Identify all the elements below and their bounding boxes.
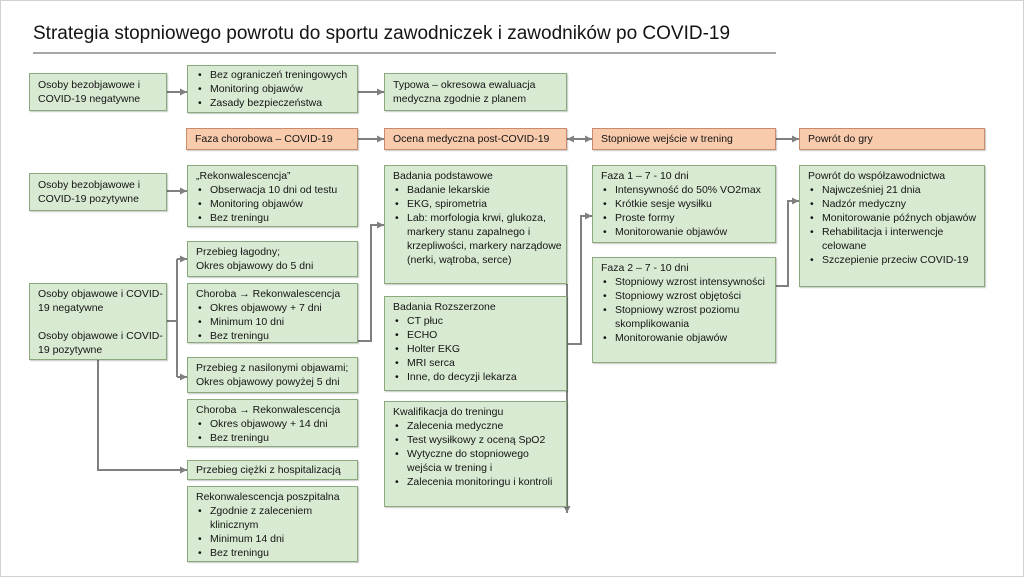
list-item: • Holter EKG <box>393 342 563 356</box>
severe-recovery-title: Choroba → Rekonwalescencja <box>196 404 341 416</box>
list-item: • Zgodnie z zaleceniem klinicznym <box>196 504 354 532</box>
list-item: • Monitorowanie objawów <box>601 225 772 239</box>
connector-evaluation-to-phase1 <box>567 216 592 344</box>
training-phase2-title: Faza 2 – 7 - 10 dni <box>601 262 689 274</box>
list-item: • Nadzór medyczny <box>808 197 981 211</box>
training-phase1-title: Faza 1 – 7 - 10 dni <box>601 170 689 182</box>
periodic-evaluation-box <box>384 73 567 111</box>
training-phase1-box <box>592 165 776 243</box>
phase-illness: Faza chorobowa – COVID-19 <box>186 128 358 150</box>
group-symptomatic-positive-label: Osoby objawowe i COVID-19 pozytywne <box>38 330 163 356</box>
severe-course-line1: Przebieg z nasilonymi objawami; <box>196 362 349 374</box>
list-item: • Intensywność do 50% VO2max <box>601 183 772 197</box>
list-item: • Minimum 10 dni <box>196 315 354 329</box>
list-item: • Stopniowy wzrost objętości <box>601 289 772 303</box>
group-symptomatic <box>29 283 167 360</box>
list-item: • CT płuc <box>393 314 563 328</box>
list-item: • Stopniowy wzrost poziomu skomplikowania <box>601 303 772 331</box>
list-item: • Bez treningu <box>196 546 354 560</box>
list-item: • Lab: morfologia krwi, glukoza, markery stanu zapalnego i krzepliwości, markery narządowe (nerki, wątroba, serce) <box>393 211 563 267</box>
post-hospital-recovery-list <box>196 504 354 560</box>
list-item: • Monitorowanie późnych objawów <box>808 211 981 225</box>
list-item: • EKG, spirometria <box>393 197 563 211</box>
phase-return-to-play: Powrót do gry <box>799 128 985 150</box>
list-item: • Zalecenia medyczne <box>393 419 563 433</box>
extended-tests-title: Badania Rozszerzone <box>393 301 496 313</box>
list-item: • Bez treningu <box>196 211 354 225</box>
guideline-item: • Bez ograniczeń treningowych <box>196 68 354 82</box>
list-item: • Najwcześniej 21 dnia <box>808 183 981 197</box>
convalescence-list <box>196 183 354 225</box>
list-item: • Monitoring objawów <box>196 197 354 211</box>
list-item: • Okres objawowy + 7 dni <box>196 301 354 315</box>
list-item: • Obserwacja 10 dni od testu <box>196 183 354 197</box>
slide-title: Strategia stopniowego powrotu do sportu zawodniczek i zawodników po COVID-19 <box>33 23 731 44</box>
list-item: • Inne, do decyzji lekarza <box>393 370 563 384</box>
phase-medical-evaluation: Ocena medyczna post-COVID-19 <box>384 128 567 150</box>
group-asymptomatic-negative-label: Osoby bezobjawowe i COVID-19 negatywne <box>38 79 141 105</box>
mild-recovery-list <box>196 301 354 343</box>
training-qualification-title: Kwalifikacja do treningu <box>393 406 504 418</box>
list-item: • Stopniowy wzrost intensywności <box>601 275 772 289</box>
mild-recovery-title: Choroba → Rekonwalescencja <box>196 288 341 300</box>
return-to-competition-list <box>808 183 981 267</box>
training-phase2-list <box>601 275 772 345</box>
phase-gradual-training: Stopniowe wejście w trening <box>592 128 776 150</box>
severe-course-box <box>187 357 358 393</box>
return-to-competition-box <box>799 165 985 287</box>
group-asymptomatic-positive-label: Osoby bezobjawowe i COVID-19 pozytywne <box>38 179 141 205</box>
group-asymptomatic-positive <box>29 173 167 211</box>
periodic-evaluation-label: Typowa – okresowa ewaluacja medyczna zgodnie z planem <box>393 79 536 105</box>
basic-tests-box <box>384 165 567 284</box>
mild-recovery-box <box>187 283 358 343</box>
mild-course-line2: Okres objawowy do 5 dni <box>196 260 314 272</box>
list-item: • Badanie lekarskie <box>393 183 563 197</box>
guidelines-list <box>196 68 354 110</box>
list-item: • Monitorowanie objawów <box>601 331 772 345</box>
extended-tests-box <box>384 296 567 391</box>
list-item: • MRI serca <box>393 356 563 370</box>
connector-illness-to-basic-tests <box>358 225 384 341</box>
list-item: • Minimum 14 dni <box>196 532 354 546</box>
connector-training-to-return <box>776 201 799 286</box>
mild-course-line1: Przebieg łagodny; <box>196 246 281 258</box>
training-phase1-list <box>601 183 772 239</box>
hospitalized-course-label: Przebieg ciężki z hospitalizacją <box>196 464 341 476</box>
mild-course-box <box>187 241 358 277</box>
list-item: • Bez treningu <box>196 431 354 445</box>
training-phase2-box <box>592 257 776 363</box>
post-hospital-recovery-title: Rekonwalescencja poszpitalna <box>196 491 340 503</box>
list-item: • Bez treningu <box>196 329 354 343</box>
convalescence-box <box>187 165 358 227</box>
extended-tests-list <box>393 314 563 384</box>
group-symptomatic-negative-label: Osoby objawowe i COVID-19 negatywne <box>38 288 163 314</box>
return-to-competition-title: Powrót do współzawodnictwa <box>808 170 946 182</box>
guideline-item: • Monitoring objawów <box>196 82 354 96</box>
list-item: • Szczepienie przeciw COVID-19 <box>808 253 981 267</box>
list-item: • Okres objawowy + 14 dni <box>196 417 354 431</box>
severe-recovery-list <box>196 417 354 445</box>
connector-symptomatic-to-hospitalized <box>98 360 187 470</box>
list-item: • ECHO <box>393 328 563 342</box>
list-item: • Zalecenia monitoringu i kontroli <box>393 475 563 489</box>
training-qualification-box <box>384 401 567 507</box>
convalescence-title: „Rekonwalescencja” <box>196 170 291 182</box>
list-item: • Test wysiłkowy z oceną SpO2 <box>393 433 563 447</box>
list-item: • Proste formy <box>601 211 772 225</box>
basic-tests-list <box>393 183 563 267</box>
group-asymptomatic-negative <box>29 73 167 111</box>
training-qualification-list <box>393 419 563 489</box>
list-item: • Krótkie sesje wysiłku <box>601 197 772 211</box>
list-item: • Wytyczne do stopniowego wejścia w trening i <box>393 447 563 475</box>
guidelines-box <box>187 65 358 113</box>
list-item: • Rehabilitacja i interwencje celowane <box>808 225 981 253</box>
post-hospital-recovery-box <box>187 486 358 562</box>
basic-tests-title: Badania podstawowe <box>393 170 493 182</box>
severe-course-line2: Okres objawowy powyżej 5 dni <box>196 376 340 388</box>
hospitalized-course-box <box>187 460 358 480</box>
guideline-item: • Zasady bezpieczeństwa <box>196 96 354 110</box>
severe-recovery-box <box>187 399 358 447</box>
